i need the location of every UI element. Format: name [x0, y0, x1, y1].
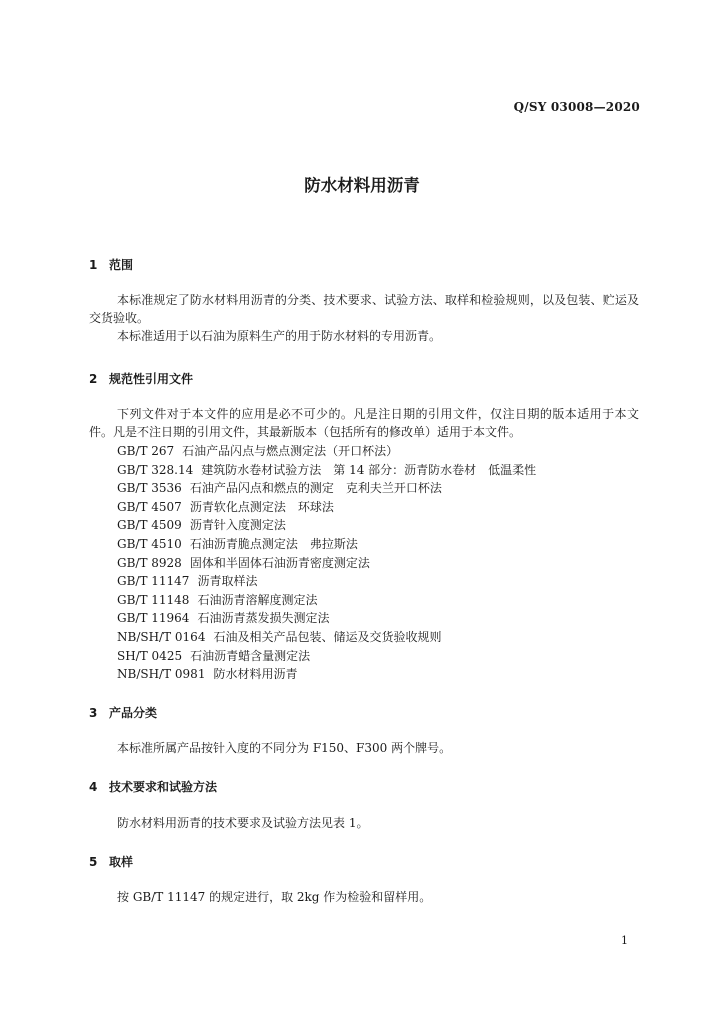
section-title: 技术要求和试验方法 [109, 780, 218, 794]
paragraph: 本标准适用于以石油为原料生产的用于防水材料的专用沥青。 [117, 329, 442, 343]
document-title: 防水材料用沥青 [304, 176, 420, 195]
reference-code: GB/T 11148 [117, 592, 190, 607]
standard-number: Q/SY 03008—2020 [513, 100, 640, 114]
reference-code: GB/T 11147 [117, 574, 190, 589]
reference-name: 沥青取样法 [197, 574, 258, 589]
reference-code: GB/T 328.14 [117, 462, 194, 477]
section-1-body [89, 291, 639, 345]
section-2-body [89, 405, 639, 441]
section-3-body [89, 739, 639, 757]
reference-item [117, 535, 536, 554]
reference-item [117, 516, 536, 535]
reference-item [117, 498, 536, 517]
section-5-body [89, 888, 639, 906]
section-5-heading [89, 853, 133, 870]
section-2-heading [89, 370, 193, 387]
reference-code: GB/T 4507 [117, 499, 182, 514]
reference-item [117, 665, 536, 684]
paragraph: 本标准所属产品按针入度的不同分为 F150、F300 两个牌号。 [117, 741, 452, 755]
reference-item [117, 609, 536, 628]
reference-code: GB/T 8928 [117, 555, 182, 570]
reference-list [117, 442, 536, 684]
reference-name: 石油沥青脆点测定法 弗拉斯法 [189, 536, 358, 551]
reference-code: NB/SH/T 0164 [117, 629, 206, 644]
section-number: 3 [89, 706, 98, 720]
reference-name: 石油及相关产品包装、储运及交货验收规则 [213, 629, 442, 644]
reference-code: GB/T 11964 [117, 611, 190, 626]
section-3-heading [89, 704, 157, 721]
reference-item [117, 442, 536, 461]
section-number: 4 [89, 780, 98, 794]
reference-code: SH/T 0425 [117, 648, 183, 663]
reference-name: 沥青针入度测定法 [189, 518, 286, 533]
reference-code: NB/SH/T 0981 [117, 667, 206, 682]
reference-item [117, 554, 536, 573]
section-title: 产品分类 [109, 706, 158, 720]
reference-item [117, 628, 536, 647]
reference-name: 石油沥青蒸发损失测定法 [197, 611, 330, 626]
section-4-body [89, 814, 639, 832]
paragraph: 下列文件对于本文件的应用是必不可少的。凡是注日期的引用文件，仅注日期的版本适用于本文件。凡是不注日期的引用文件，其最新版本（包括所有的修改单）适用于本文件。 [89, 407, 639, 439]
reference-item [117, 461, 536, 480]
section-title: 取样 [109, 855, 134, 869]
reference-code: GB/T 4510 [117, 536, 182, 551]
paragraph: 按 GB/T 11147 的规定进行，取 2kg 作为检验和留样用。 [117, 890, 432, 904]
reference-name: 固体和半固体石油沥青密度测定法 [189, 555, 370, 570]
section-1-heading [89, 256, 133, 273]
section-4-heading [89, 778, 217, 795]
reference-name: 建筑防水卷材试验方法 第 14 部分：沥青防水卷材 低温柔性 [201, 462, 537, 477]
reference-code: GB/T 4509 [117, 518, 182, 533]
reference-item [117, 591, 536, 610]
page-number: 1 [621, 934, 628, 947]
section-number: 1 [89, 258, 98, 272]
reference-item [117, 647, 536, 666]
paragraph: 防水材料用沥青的技术要求及试验方法见表 1。 [117, 816, 369, 830]
reference-name: 石油产品闪点和燃点的测定 克利夫兰开口杯法 [189, 481, 442, 496]
reference-item [117, 479, 536, 498]
section-title: 规范性引用文件 [109, 372, 194, 386]
reference-name: 沥青软化点测定法 环球法 [189, 499, 334, 514]
section-number: 2 [89, 372, 98, 386]
reference-name: 防水材料用沥青 [213, 667, 298, 682]
reference-name: 石油沥青蜡含量测定法 [190, 648, 311, 663]
reference-item [117, 572, 536, 591]
reference-code: GB/T 3536 [117, 481, 182, 496]
reference-code: GB/T 267 [117, 444, 175, 458]
reference-name: 石油沥青溶解度测定法 [197, 592, 318, 607]
section-number: 5 [89, 855, 98, 869]
paragraph: 本标准规定了防水材料用沥青的分类、技术要求、试验方法、取样和检验规则，以及包装、贮运及交货验收。 [89, 293, 639, 325]
reference-name: 石油产品闪点与燃点测定法（开口杯法） [182, 444, 399, 458]
section-title: 范围 [109, 258, 134, 272]
